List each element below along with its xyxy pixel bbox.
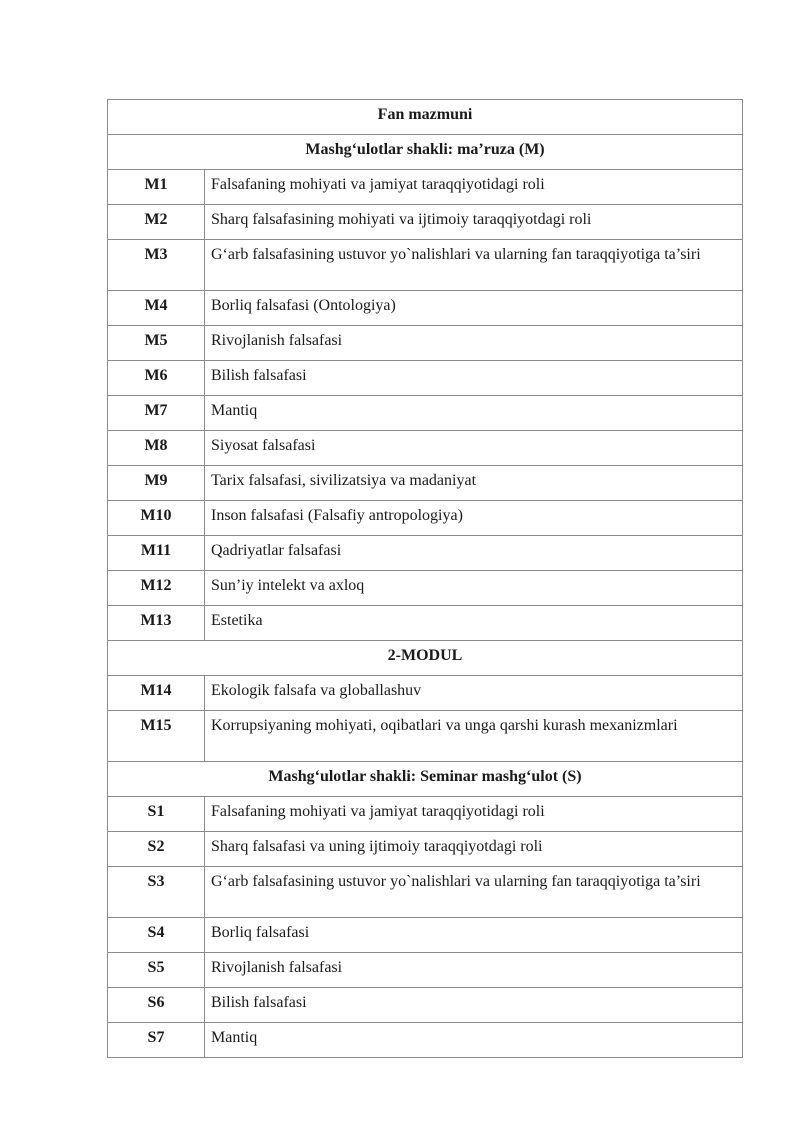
topic-code: S6 (108, 988, 205, 1023)
topic-title: Mantiq (205, 1023, 743, 1058)
topic-code: S3 (108, 867, 205, 918)
table-row (108, 326, 743, 361)
topic-code: M3 (108, 240, 205, 291)
topic-title: Mantiq (205, 396, 743, 431)
topic-code: M5 (108, 326, 205, 361)
section-heading-module-2: 2-MODUL (108, 641, 743, 676)
section-heading-row (108, 641, 743, 676)
topic-code: M14 (108, 676, 205, 711)
table-row (108, 676, 743, 711)
topic-code: M13 (108, 606, 205, 641)
topic-title: Inson falsafasi (Falsafiy antropologiya) (205, 501, 743, 536)
table-row (108, 1023, 743, 1058)
topic-code: M1 (108, 170, 205, 205)
topic-title: Korrupsiyaning mohiyati, oqibatlari va unga qarshi kurash mexanizmlari (205, 711, 743, 762)
topic-title: Borliq falsafasi (Ontologiya) (205, 291, 743, 326)
topic-code: S2 (108, 832, 205, 867)
topic-title: Estetika (205, 606, 743, 641)
table-row (108, 832, 743, 867)
table-row (108, 291, 743, 326)
topic-title: Sharq falsafasi va uning ijtimoiy taraqqiyotdagi roli (205, 832, 743, 867)
table-row (108, 711, 743, 762)
topic-title: G‘arb falsafasining ustuvor yo`nalishlari va ularning fan taraqqiyotiga ta’siri (205, 867, 743, 918)
table-title: Fan mazmuni (108, 100, 743, 135)
table-row (108, 501, 743, 536)
topic-title: Bilish falsafasi (205, 361, 743, 396)
topic-title: Bilish falsafasi (205, 988, 743, 1023)
table-row (108, 953, 743, 988)
topic-code: M9 (108, 466, 205, 501)
table-row (108, 170, 743, 205)
topic-title: Sharq falsafasining mohiyati va ijtimoiy taraqqiyotdagi roli (205, 205, 743, 240)
topic-code: S1 (108, 797, 205, 832)
topic-code: M15 (108, 711, 205, 762)
section-heading-seminar: Mashg‘ulotlar shakli: Seminar mashg‘ulot (S) (108, 762, 743, 797)
table-row (108, 571, 743, 606)
table-row (108, 205, 743, 240)
topic-code: M8 (108, 431, 205, 466)
section-heading-lecture: Mashg‘ulotlar shakli: ma’ruza (M) (108, 135, 743, 170)
table-row (108, 918, 743, 953)
topic-title: Borliq falsafasi (205, 918, 743, 953)
topic-code: S5 (108, 953, 205, 988)
topic-title: Tarix falsafasi, sivilizatsiya va madaniyat (205, 466, 743, 501)
topic-code: S7 (108, 1023, 205, 1058)
table-row (108, 606, 743, 641)
topic-code: M12 (108, 571, 205, 606)
topic-title: Falsafaning mohiyati va jamiyat taraqqiyotidagi roli (205, 170, 743, 205)
table-row (108, 396, 743, 431)
topic-code: M10 (108, 501, 205, 536)
topic-code: M4 (108, 291, 205, 326)
table-row (108, 988, 743, 1023)
topic-code: M2 (108, 205, 205, 240)
topic-code: S4 (108, 918, 205, 953)
table-row (108, 466, 743, 501)
topic-title: Rivojlanish falsafasi (205, 326, 743, 361)
topic-code: M7 (108, 396, 205, 431)
topic-title: Falsafaning mohiyati va jamiyat taraqqiyotidagi roli (205, 797, 743, 832)
section-heading-row (108, 762, 743, 797)
topic-title: Rivojlanish falsafasi (205, 953, 743, 988)
topic-title: Ekologik falsafa va globallashuv (205, 676, 743, 711)
table-row (108, 361, 743, 396)
topic-title: G‘arb falsafasining ustuvor yo`nalishlari va ularning fan taraqqiyotiga ta’siri (205, 240, 743, 291)
table-row (108, 240, 743, 291)
topic-title: Qadriyatlar falsafasi (205, 536, 743, 571)
table-row (108, 536, 743, 571)
topic-code: M11 (108, 536, 205, 571)
topic-code: M6 (108, 361, 205, 396)
section-heading-row (108, 135, 743, 170)
course-content-table (107, 99, 743, 1058)
table-row (108, 431, 743, 466)
table-row (108, 867, 743, 918)
topic-title: Siyosat falsafasi (205, 431, 743, 466)
table-row (108, 797, 743, 832)
table-title-row (108, 100, 743, 135)
topic-title: Sun’iy intelekt va axloq (205, 571, 743, 606)
